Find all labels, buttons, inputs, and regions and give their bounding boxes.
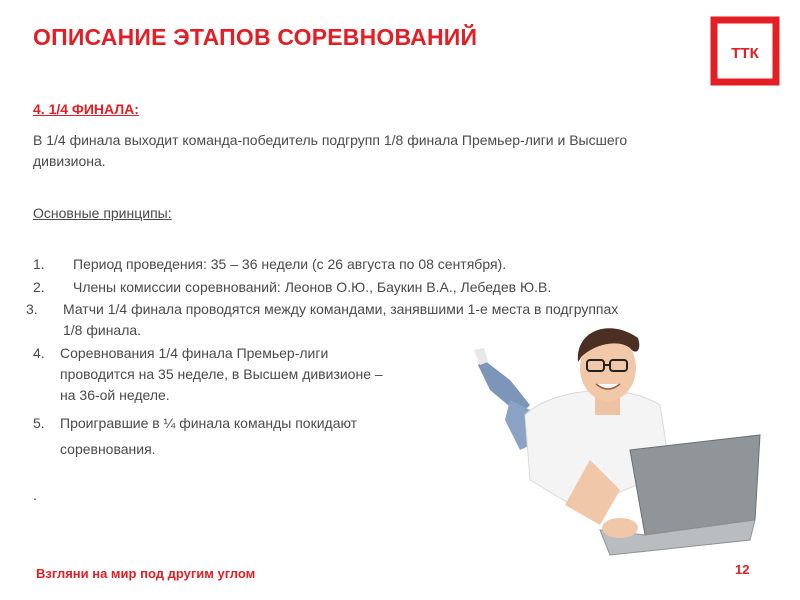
logo-text: ТТК <box>731 45 759 62</box>
section-heading: 4. 1/4 ФИНАЛА: <box>33 101 139 117</box>
page-title: ОПИСАНИЕ ЭТАПОВ СОРЕВНОВАНИЙ <box>33 24 478 50</box>
page-number: 12 <box>735 562 750 577</box>
list-item-text: Проигравшие в ¼ финала команды покидают соревнования. <box>60 415 358 457</box>
principles-heading: Основные принципы: <box>33 205 172 221</box>
list-item-number: 5. <box>33 415 45 431</box>
list-item-number: 3. <box>26 301 38 317</box>
list-item-number: 2. <box>33 279 45 295</box>
list-item-text: Члены комиссии соревнований: Леонов О.Ю., Баукин В.А., Лебедев Ю.В. <box>73 279 552 295</box>
intro-paragraph: В 1/4 финала выходит команда-победитель подгрупп 1/8 финала Премьер-лиги и Высшего дивизиона. <box>33 132 628 169</box>
list-item-number: 4. <box>33 345 45 361</box>
list-item <box>33 343 393 406</box>
list-item-text: Период проведения: 35 – 36 недели (с 26 августа по 08 сентября). <box>73 256 507 272</box>
list-item <box>33 277 673 298</box>
list-item-text: Матчи 1/4 финала проводятся между командами, занявшими 1-е места в подгруппах 1/8 финала. <box>63 301 619 338</box>
man-with-laptop-photo <box>470 320 770 560</box>
footer-tagline: Взгляни на мир под другим углом <box>36 566 256 581</box>
trailing-mark: . <box>33 487 37 503</box>
ttk-logo <box>710 16 780 86</box>
list-item-number: 1. <box>33 256 45 272</box>
list-item <box>33 254 653 275</box>
list-item <box>33 410 433 462</box>
list-item-text: Соревнования 1/4 финала Премьер-лиги проводится на 35 неделе, в Высшем дивизионе – на 36-ой неделе. <box>60 345 383 403</box>
